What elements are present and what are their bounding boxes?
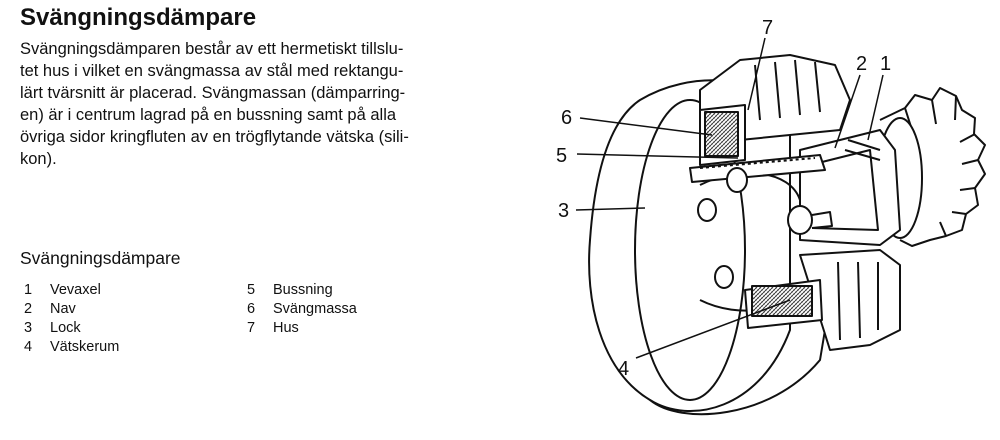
parts-list-item	[24, 338, 119, 357]
part-number: 7	[247, 320, 256, 336]
parts-list-left	[24, 281, 119, 357]
callout-label: 4	[618, 358, 630, 380]
part-number: 2	[24, 301, 33, 317]
paragraph-line: Svängningsdämparen består av ett hermetiskt tillslu-	[20, 40, 404, 58]
callout-label: 1	[880, 53, 892, 75]
parts-list-item	[247, 281, 357, 300]
description-paragraph	[20, 38, 490, 170]
parts-list-title: Svängningsdämpare	[20, 248, 181, 268]
damper-cutaway-drawing	[530, 0, 1000, 435]
paragraph-line: kon).	[20, 150, 57, 168]
part-number: 4	[24, 339, 33, 355]
part-number: 1	[24, 282, 33, 298]
damper-illustration	[530, 0, 1000, 435]
part-name: Vätskerum	[50, 339, 120, 355]
part-name: Svängmassa	[273, 301, 357, 317]
parts-list-item	[247, 319, 357, 338]
parts-list-item	[24, 300, 119, 319]
callout-label: 2	[856, 53, 868, 75]
parts-list-right	[247, 281, 357, 338]
callout-label: 6	[561, 107, 573, 129]
callout-label: 7	[762, 17, 774, 39]
page-title: Svängningsdämpare	[20, 4, 257, 31]
part-name: Nav	[50, 301, 76, 317]
paragraph-line: övriga sidor kringfluten av en trögflytande vätska (sili-	[20, 128, 409, 146]
part-name: Hus	[273, 320, 299, 336]
part-name: Vevaxel	[50, 282, 101, 298]
part-name: Bussning	[273, 282, 333, 298]
callout-label: 5	[556, 145, 568, 167]
callout-label: 3	[558, 200, 570, 222]
part-number: 6	[247, 301, 256, 317]
parts-list-item	[24, 319, 119, 338]
part-name: Lock	[50, 320, 81, 336]
paragraph-line: tet hus i vilket en svängmassa av stål med rektangu-	[20, 62, 404, 80]
part-number: 3	[24, 320, 33, 336]
parts-list-item	[247, 300, 357, 319]
parts-list-item	[24, 281, 119, 300]
paragraph-line: lärt tvärsnitt är placerad. Svängmassan (dämparring-	[20, 84, 406, 102]
part-number: 5	[247, 282, 256, 298]
paragraph-line: en) är i centrum lagrad på en bussning samt på alla	[20, 106, 397, 124]
